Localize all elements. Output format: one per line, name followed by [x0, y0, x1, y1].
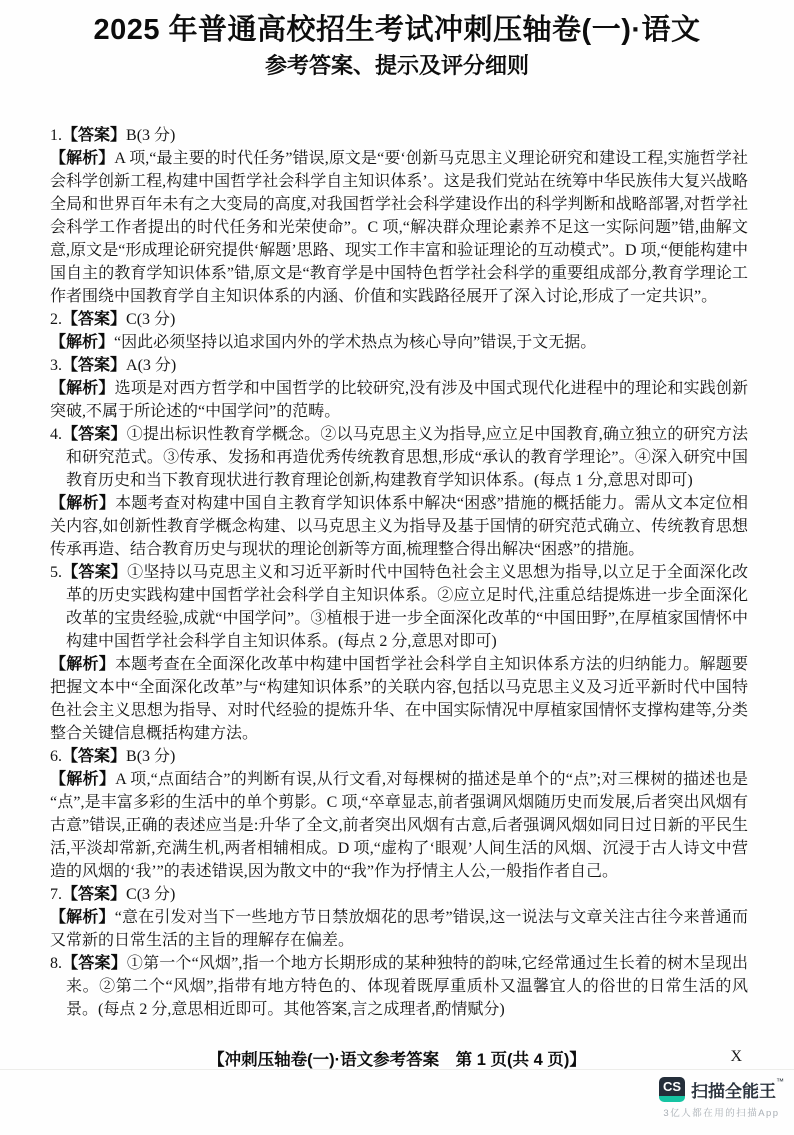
document-page — [0, 12, 794, 1135]
answer-label: 【答案】 — [62, 127, 127, 144]
analysis-line — [50, 768, 748, 883]
answer-text: B(3 分) — [126, 748, 176, 765]
answer-label: 【答案】 — [62, 748, 127, 765]
analysis-label: 【解析】 — [50, 909, 115, 926]
answer-label: 【答案】 — [62, 311, 127, 328]
analysis-text: 本题考查对构建中国自主教育学知识体系中解决“困惑”措施的概括能力。需从文本定位相关内容,如创新性教育学概念构建、以马克思主义为指导及基于国情的研究范式确立、传统教育思想传承再造、结合教育历史与现状的理论创新等方面,梳理整合得出解决“困惑”的措施。 — [50, 495, 748, 558]
corner-mark: X — [730, 1048, 742, 1065]
item-number: 4. — [50, 426, 62, 443]
trademark-symbol: ™ — [776, 1077, 784, 1086]
item-number: 7. — [50, 886, 62, 903]
answer-line — [50, 952, 748, 1021]
page-subtitle: 参考答案、提示及评分细则 — [264, 53, 529, 78]
footer — [0, 1046, 794, 1070]
item-number: 5. — [50, 564, 62, 581]
analysis-text: A 项,“最主要的时代任务”错误,原文是“要‘创新马克思主义理论研究和建设工程,实施哲学社会科学创新工程,构建中国哲学社会科学自主知识体系’。这是我们党站在统筹中华民族伟大复兴战略全局和世界百年未有之大变局的高度,对我国哲学社会科学建设作出的科学判断和战略部署,对哲学社会科学工作者提出的时代任务和光荣使命”。C 项,“解决群众理论素养不足这一实际问题”错,曲解文意,原文是“形成理论研究提供‘解题’思路、现实工作丰富和验证理论的互动模式”。D 项,“便能构建中国自主的教育学知识体系”错,原文是“教育学是中国特色哲学社会科学的重要组成部分,教育学理论工作者围绕中国教育学自主知识体系的内涵、价值和实践路径展开了深入讨论,形成了一定共识”。 — [50, 150, 748, 305]
analysis-line — [50, 653, 748, 745]
answer-label: 【答案】 — [62, 426, 127, 443]
analysis-label: 【解析】 — [50, 656, 115, 673]
analysis-line — [50, 906, 748, 952]
item-number: 6. — [50, 748, 62, 765]
answer-line — [50, 124, 748, 147]
analysis-text: 选项是对西方哲学和中国哲学的比较研究,没有涉及中国式现代化进程中的理论和实践创新突破,不属于所论述的“中国学问”的范畴。 — [50, 380, 748, 420]
camscanner-watermark-row — [659, 1077, 784, 1102]
camscanner-logo-icon: CS — [659, 1077, 685, 1102]
analysis-label: 【解析】 — [50, 495, 116, 512]
analysis-text: “意在引发对当下一些地方节日禁放烟花的思考”错误,这一说法与文章关注古往今来普通而又常新的日常生活的主旨的理解存在偏差。 — [50, 909, 748, 949]
answer-label: 【答案】 — [62, 357, 127, 374]
camscanner-app-name: 扫描全能王™ — [691, 1077, 784, 1101]
answer-line — [50, 883, 748, 906]
answer-text: B(3 分) — [126, 127, 176, 144]
answer-line — [50, 423, 748, 492]
answer-text: C(3 分) — [126, 886, 176, 903]
answer-text: ①提出标识性教育学概念。②以马克思主义为指导,应立足中国教育,确立独立的研究方法和研究范式。③传承、发扬和再造优秀传统教育思想,形成“承认的教育学理论”。④深入研究中国教育历史和当下教育现状进行教育理论创新,构建教育学知识体系。(每点 1 分,意思对即可) — [66, 426, 748, 489]
answer-line — [50, 561, 748, 653]
item-number: 8. — [50, 955, 62, 972]
item-number: 1. — [50, 127, 62, 144]
page-title: 2025 年普通高校招生考试冲刺压轴卷(一)·语文 — [93, 14, 701, 46]
answer-line — [50, 745, 748, 768]
analysis-text: “因此必须坚持以追求国内外的学术热点为核心导向”错误,于文无据。 — [114, 334, 597, 351]
answer-label: 【答案】 — [62, 886, 127, 903]
camscanner-tagline: 3亿人都在用的扫描App — [663, 1108, 780, 1119]
answer-label: 【答案】 — [62, 564, 128, 581]
analysis-label: 【解析】 — [50, 150, 115, 167]
analysis-line — [50, 147, 748, 308]
analysis-label: 【解析】 — [50, 334, 115, 351]
analysis-label: 【解析】 — [50, 380, 115, 397]
analysis-line — [50, 492, 748, 561]
analysis-text: 本题考查在全面深化改革中构建中国哲学社会科学自主知识体系方法的归纳能力。解题要把握文本中“全面深化改革”与“构建知识体系”的关联内容,包括以马克思主义及习近平新时代中国特色社会主义思想为指导、对时代经验的提炼升华、在中国实际情况中厚植家国情怀支撑构建等,分类整合关键信息概括构建方法。 — [50, 656, 748, 742]
camscanner-watermark — [659, 1077, 784, 1119]
analysis-label: 【解析】 — [50, 771, 116, 788]
answer-key-list — [50, 124, 748, 1021]
footer-page-label: 【冲刺压轴卷(一)·语文参考答案 第 1 页(共 4 页)】 — [208, 1051, 586, 1069]
answer-text: C(3 分) — [126, 311, 176, 328]
answer-line — [50, 308, 748, 331]
answer-line — [50, 354, 748, 377]
analysis-line — [50, 377, 748, 423]
answer-text: ①坚持以马克思主义和习近平新时代中国特色社会主义思想为指导,以立足于全面深化改革的历史实践构建中国哲学社会科学自主知识体系。②应立足时代,注重总结提炼进一步全面深化改革的宝贵经验,成就“中国学问”。③植根于进一步全面深化改革的“中国田野”,在厚植家国情怀中构建中国哲学社会科学自主知识体系。(每点 2 分,意思对即可) — [66, 564, 748, 650]
analysis-text: A 项,“点面结合”的判断有误,从行文看,对每棵树的描述是单个的“点”;对三棵树的描述也是“点”,是丰富多彩的生活中的单个剪影。C 项,“卒章显志,前者强调风烟随历史而发展,后者突出风烟有古意”错误,正确的表述应当是:升华了全文,前者突出风烟有古意,后者强调风烟如同日过日新的平民生活,平淡却常新,充满生机,两者相辅相成。D 项,“虚构了‘眼观’人间生活的风烟、沉浸于古人诗文中营造的风烟的‘我’”的表述错误,因为散文中的“我”作为抒情主人公,一般指作者自己。 — [50, 771, 748, 880]
item-number: 2. — [50, 311, 62, 328]
analysis-line — [50, 331, 748, 354]
item-number: 3. — [50, 357, 62, 374]
answer-text: A(3 分) — [126, 357, 177, 374]
answer-text: ①第一个“风烟”,指一个地方长期形成的某种独特的韵味,它经常通过生长着的树木呈现出来。②第二个“风烟”,指带有地方特色的、体现着既厚重质朴又温馨宜人的俗世的日常生活的风景。(每点 2 分,意思相近即可。其他答案,言之成理者,酌情赋分) — [66, 955, 748, 1018]
answer-label: 【答案】 — [62, 955, 127, 972]
